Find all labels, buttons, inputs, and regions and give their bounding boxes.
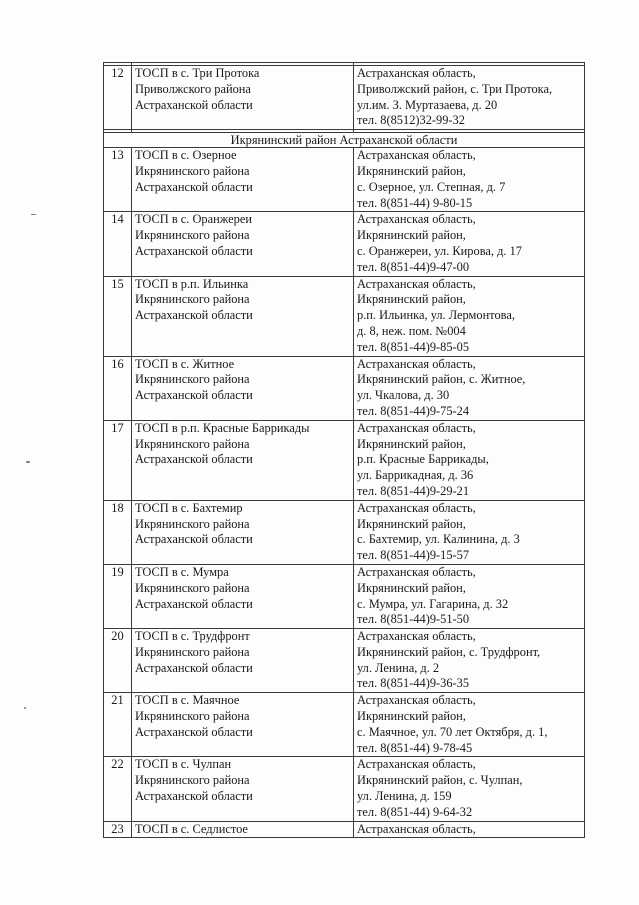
district-header-row: [104, 133, 585, 148]
branch-address-line: Астраханская область,: [357, 148, 476, 163]
branch-name-line: ТОСП в р.п. Красные Баррикады: [135, 420, 310, 435]
district-header: Икрянинский район Астраханской области: [104, 133, 585, 148]
branch-address-line: Икрянинский район, с. Трудфронт,: [357, 644, 541, 659]
branch-name-line: ТОСП в с. Озерное: [135, 148, 237, 163]
branch-address-line: тел. 8(851-44)9-36-35: [357, 676, 470, 691]
scan-speck: [26, 461, 30, 463]
branch-name-line: ТОСП в с. Маячное: [135, 693, 240, 708]
table-row: [104, 356, 585, 420]
branch-address-line: тел. 8(851-44)9-15-57: [357, 548, 470, 563]
scan-speck: [31, 214, 36, 215]
branch-name-line: Икрянинского района: [135, 228, 250, 243]
branch-name-cell: [132, 148, 354, 212]
table-row: [104, 276, 585, 356]
branch-address-line: Астраханская область,: [357, 564, 476, 579]
branch-address-cell: [354, 693, 585, 757]
branch-name-line: Икрянинского района: [135, 709, 250, 724]
branch-name-line: Икрянинского района: [135, 644, 250, 659]
branch-name-line: Астраханской области: [135, 596, 253, 611]
branch-name-line: Икрянинского района: [135, 516, 250, 531]
branch-address-line: р.п. Красные Баррикады,: [357, 452, 489, 467]
branch-address-line: Астраханская область,: [357, 212, 476, 227]
branch-address-cell: [354, 148, 585, 212]
branch-name-line: ТОСП в с. Оранжереи: [135, 212, 252, 227]
branch-address-line: тел. 8(851-44)9-75-24: [357, 403, 470, 418]
branch-name-cell: [132, 693, 354, 757]
table-row: [104, 212, 585, 276]
branches-table-body: [104, 63, 585, 838]
branch-name-line: Астраханской области: [135, 97, 253, 112]
branch-name-cell: [132, 500, 354, 564]
branch-name-line: Астраханской области: [135, 308, 253, 323]
branch-name-line: ТОСП в с. Житное: [135, 356, 235, 371]
branch-address-line: Икрянинский район,: [357, 228, 466, 243]
branch-name-line: ТОСП в с. Бахтемир: [135, 500, 243, 515]
branch-name-line: Астраханской области: [135, 243, 253, 258]
branch-address-line: ул. Чкалова, д. 30: [357, 388, 450, 403]
branch-address-line: тел. 8(851-44) 9-78-45: [357, 740, 473, 755]
branch-address-cell: [354, 757, 585, 821]
row-number: 20: [104, 629, 132, 693]
branch-address-line: тел. 8(851-44)9-51-50: [357, 612, 470, 627]
branch-name-cell: [132, 564, 354, 628]
branch-address-line: ул.им. З. Муртазаева, д. 20: [357, 97, 498, 112]
branch-address-line: д. 8, неж. пом. №004: [357, 323, 466, 338]
table-row: [104, 564, 585, 628]
branch-address-line: Икрянинский район, с. Чулпан,: [357, 773, 523, 788]
branch-name-cell: [132, 821, 354, 838]
branch-address-line: ул. Баррикадная, д. 36: [357, 468, 474, 483]
branch-name-cell: [132, 629, 354, 693]
branch-address-line: р.п. Ильинка, ул. Лермонтова,: [357, 308, 515, 323]
branches-table: [103, 62, 585, 838]
row-number: 19: [104, 564, 132, 628]
branch-address-line: Икрянинский район,: [357, 163, 466, 178]
branch-address-line: тел. 8(8512)32-99-32: [357, 113, 465, 128]
table-row: [104, 693, 585, 757]
branch-address-line: Икрянинский район,: [357, 580, 466, 595]
branch-address-cell: [354, 356, 585, 420]
branch-address-line: с. Оранжереи, ул. Кирова, д. 17: [357, 243, 522, 258]
branch-address-cell: [354, 564, 585, 628]
branch-address-line: Астраханская область,: [357, 420, 476, 435]
branch-address-line: Астраханская область,: [357, 693, 476, 708]
branch-address-line: Астраханская область,: [357, 821, 476, 836]
branch-name-line: Икрянинского района: [135, 292, 250, 307]
branch-address-line: тел. 8(851-44) 9-64-32: [357, 804, 473, 819]
branch-address-line: тел. 8(851-44) 9-80-15: [357, 195, 473, 210]
branch-address-line: тел. 8(851-44)9-47-00: [357, 259, 470, 274]
row-number: 14: [104, 212, 132, 276]
row-number: 18: [104, 500, 132, 564]
branch-address-line: с. Озерное, ул. Степная, д. 7: [357, 179, 506, 194]
branch-address-cell: [354, 276, 585, 356]
branch-address-cell: [354, 66, 585, 130]
branch-address-line: с. Бахтемир, ул. Калинина, д. 3: [357, 532, 520, 547]
branch-address-line: тел. 8(851-44)9-85-05: [357, 339, 470, 354]
row-number: 21: [104, 693, 132, 757]
table-row: [104, 500, 585, 564]
table-row: [104, 757, 585, 821]
branch-name-cell: [132, 212, 354, 276]
branch-name-line: ТОСП в с. Седлистое: [135, 821, 248, 836]
branch-address-line: Астраханская область,: [357, 757, 476, 772]
branch-name-line: Икрянинского района: [135, 436, 250, 451]
row-number: 22: [104, 757, 132, 821]
branch-name-line: Астраханской области: [135, 789, 253, 804]
branch-address-line: с. Маячное, ул. 70 лет Октября, д. 1,: [357, 724, 548, 739]
branch-name-cell: [132, 420, 354, 500]
row-number: 12: [104, 66, 132, 130]
branch-address-line: ул. Ленина, д. 2: [357, 660, 440, 675]
branch-address-line: Астраханская область,: [357, 629, 476, 644]
branch-address-cell: [354, 500, 585, 564]
branch-name-line: ТОСП в с. Мумра: [135, 564, 229, 579]
branch-name-line: Астраханской области: [135, 179, 253, 194]
row-number: 17: [104, 420, 132, 500]
branch-name-cell: [132, 276, 354, 356]
branch-name-line: Икрянинского района: [135, 773, 250, 788]
branch-address-cell: [354, 629, 585, 693]
branch-address-line: Икрянинский район,: [357, 292, 466, 307]
branch-address-cell: [354, 212, 585, 276]
branch-address-line: Приволжский район, с. Три Протока,: [357, 81, 553, 96]
branch-address-line: Астраханская область,: [357, 500, 476, 515]
branch-name-line: ТОСП в с. Чулпан: [135, 757, 232, 772]
table-row: [104, 66, 585, 130]
branch-address-line: Астраханская область,: [357, 356, 476, 371]
branch-name-line: Астраханской области: [135, 660, 253, 675]
branch-address-cell: [354, 821, 585, 838]
branch-address-line: с. Мумра, ул. Гагарина, д. 32: [357, 596, 509, 611]
branch-address-line: Икрянинский район, с. Житное,: [357, 372, 526, 387]
branch-address-line: ул. Ленина, д. 159: [357, 789, 452, 804]
branch-name-line: ТОСП в с. Трудфронт: [135, 629, 250, 644]
branch-name-line: ТОСП в р.п. Ильинка: [135, 276, 249, 291]
branch-name-line: Астраханской области: [135, 724, 253, 739]
branch-name-line: ТОСП в с. Три Протока: [135, 66, 260, 80]
branch-name-line: Астраханской области: [135, 452, 253, 467]
branch-name-line: Астраханской области: [135, 532, 253, 547]
branch-name-line: Икрянинского района: [135, 580, 250, 595]
branch-address-line: Астраханская область,: [357, 276, 476, 291]
branch-name-cell: [132, 757, 354, 821]
row-number: 15: [104, 276, 132, 356]
branch-address-cell: [354, 420, 585, 500]
branch-address-line: Икрянинский район,: [357, 436, 466, 451]
branch-address-line: Икрянинский район,: [357, 516, 466, 531]
branch-name-line: Икрянинского района: [135, 163, 250, 178]
branch-address-line: Астраханская область,: [357, 66, 476, 80]
branch-name-line: Приволжского района: [135, 81, 251, 96]
branch-name-line: Астраханской области: [135, 388, 253, 403]
table-row: [104, 629, 585, 693]
table-row: [104, 821, 585, 838]
branch-name-cell: [132, 356, 354, 420]
table-row: [104, 148, 585, 212]
branch-name-cell: [132, 66, 354, 130]
scan-speck: [24, 707, 26, 709]
branch-address-line: Икрянинский район,: [357, 709, 466, 724]
branch-name-line: Икрянинского района: [135, 372, 250, 387]
row-number: 23: [104, 821, 132, 838]
table-row: [104, 420, 585, 500]
row-number: 16: [104, 356, 132, 420]
row-number: 13: [104, 148, 132, 212]
branch-address-line: тел. 8(851-44)9-29-21: [357, 483, 470, 498]
